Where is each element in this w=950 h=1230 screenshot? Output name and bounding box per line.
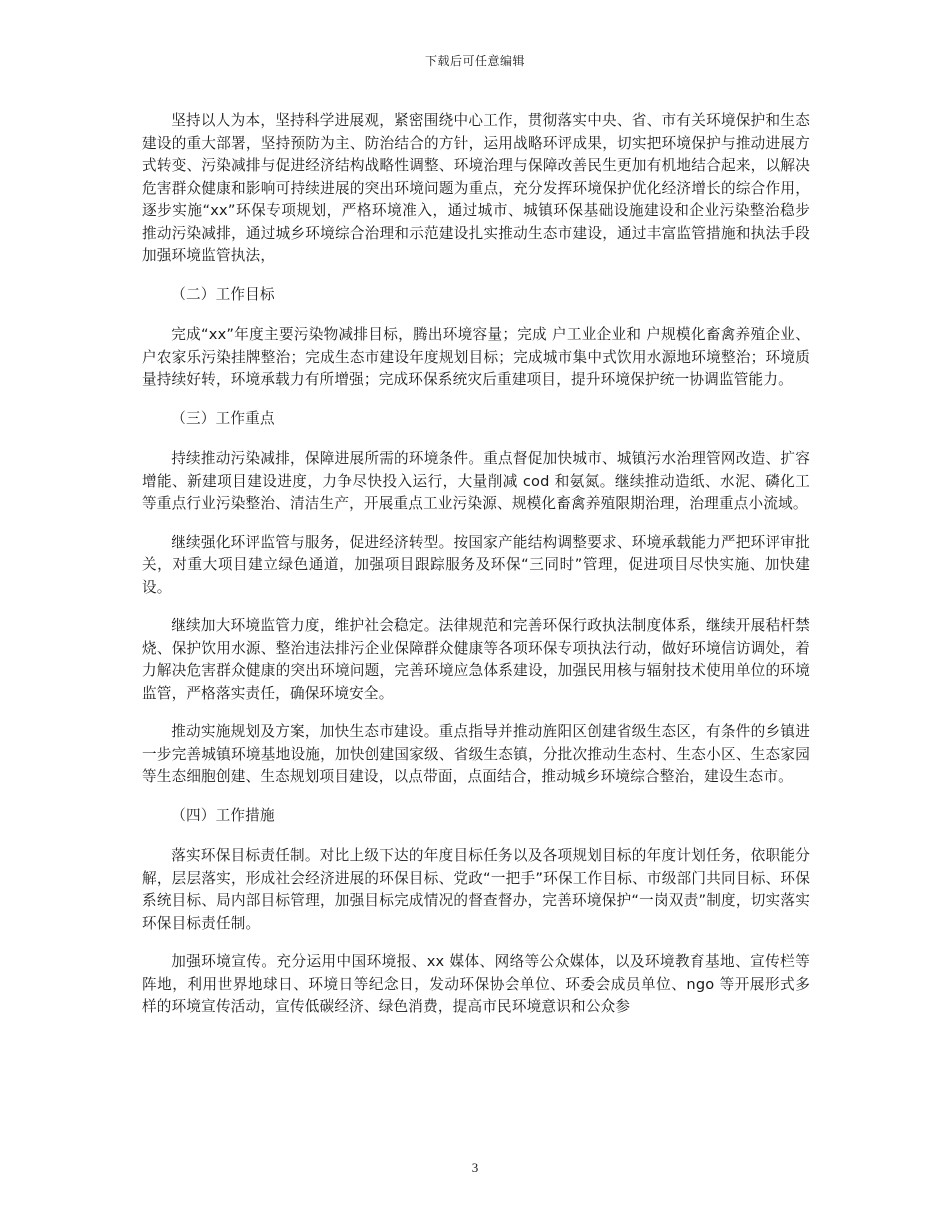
document-body xyxy=(142,110,810,1035)
paragraph-ecological-city: 推动实施规划及方案，加快生态市建设。重点指导并推动旌阳区创建省级生态区，有条件的乡镇进一步完善城镇环境基地设施，加快创建国家级、省级生态镇，分批次推动生态村、生态小区、生态家园等生态细胞创建、生态规划项目建设，以点带面，点面结合，推动城乡环境综合整治，建设生态市。 xyxy=(142,723,810,785)
section-heading-work-priorities: （三）工作重点 xyxy=(171,409,275,427)
paragraph-guiding-principle: 坚持以人为本，坚持科学进展观，紧密围绕中心工作，贯彻落实中央、省、市有关环境保护和生态建设的重大部署，坚持预防为主、防治结合的方针，运用战略环评成果，切实把环境保护与推动进展方式转变、污染减排与促进经济结构战略性调整、环境治理与保障改善民生更加有机地结合起来，以解决危害群众健康和影响可持续进展的突出环境问题为重点，充分发挥环境保护优化经济增长的综合作用，逐步实施“xx”环保专项规划，严格环境准入，通过城市、城镇环保基础设施建设和企业污染整治稳步推动污染减排，通过城乡环境综合治理和示范建设扎实推动生态市建设，通过丰富监管措施和执法手段加强环境监管执法， xyxy=(142,112,810,264)
paragraph-environmental-publicity: 加强环境宣传。充分运用中国环境报、xx 媒体、网络等公众媒体，以及环境教育基地、宣传栏等阵地，利用世界地球日、环境日等纪念日，发动环保协会单位、环委会成员单位、ngo 等开展形式多样的环境宣传活动，宣传低碳经济、绿色消费，提高市民环境意识和公众参 xyxy=(142,953,810,1015)
section-heading-work-goals: （二）工作目标 xyxy=(171,285,275,303)
page-header: 下载后可任意编辑 xyxy=(424,54,525,68)
paragraph-eia-supervision: 继续强化环评监管与服务，促进经济转型。按国家产能结构调整要求、环境承载能力严把环评审批关，对重大项目建立绿色通道，加强项目跟踪服务及环保“三同时”管理，促进项目尽快实施、加快建设。 xyxy=(142,533,810,596)
paragraph-environmental-enforcement: 继续加大环境监管力度，维护社会稳定。法律规范和完善环保行政执法制度体系，继续开展秸杆禁烧、保护饮用水源、整治违法排污企业保障群众健康等各项环保专项执法行动，做好环境信访调处，着力解决危害群众健康的突出环境问题，完善环境应急体系建设，加强民用核与辐射技术使用单位的环境监管，严格落实责任，确保环境安全。 xyxy=(142,617,810,702)
page-number: 3 xyxy=(471,1160,479,1175)
paragraph-work-goals: 完成“xx”年度主要污染物减排目标，腾出环境容量；完成 户工业企业和 户规模化畜禽养殖企业、 户农家乐污染挂牌整治；完成生态市建设年度规划目标；完成城市集中式饮用水源地环境整治；环境质量持续好转，环境承载力有所增强；完成环保系统灾后重建项目，提升环境保护统一协调监管能力。 xyxy=(142,326,810,388)
paragraph-target-responsibility: 落实环保目标责任制。对比上级下达的年度目标任务以及各项规划目标的年度计划任务，依职能分解，层层落实，形成社会经济进展的环保目标、党政“一把手”环保工作目标、市级部门共同目标、环保系统目标、局内部目标管理，加强目标完成情况的督查督办，完善环境保护“一岗双责”制度，切实落实环保目标责任制。 xyxy=(142,847,810,932)
section-heading-work-measures: （四）工作措施 xyxy=(171,806,275,824)
paragraph-pollution-reduction: 持续推动污染减排，保障进展所需的环境条件。重点督促加快城市、城镇污水治理管网改造、扩容增能、新建项目建设进度，力争尽快投入运行，大量削减 cod 和氨氮。继续推动造纸、水泥、磷化工等重点行业污染整治、清洁生产，开展重点工业污染源、规模化畜禽养殖限期治理，治理重点小流域。 xyxy=(142,450,810,512)
